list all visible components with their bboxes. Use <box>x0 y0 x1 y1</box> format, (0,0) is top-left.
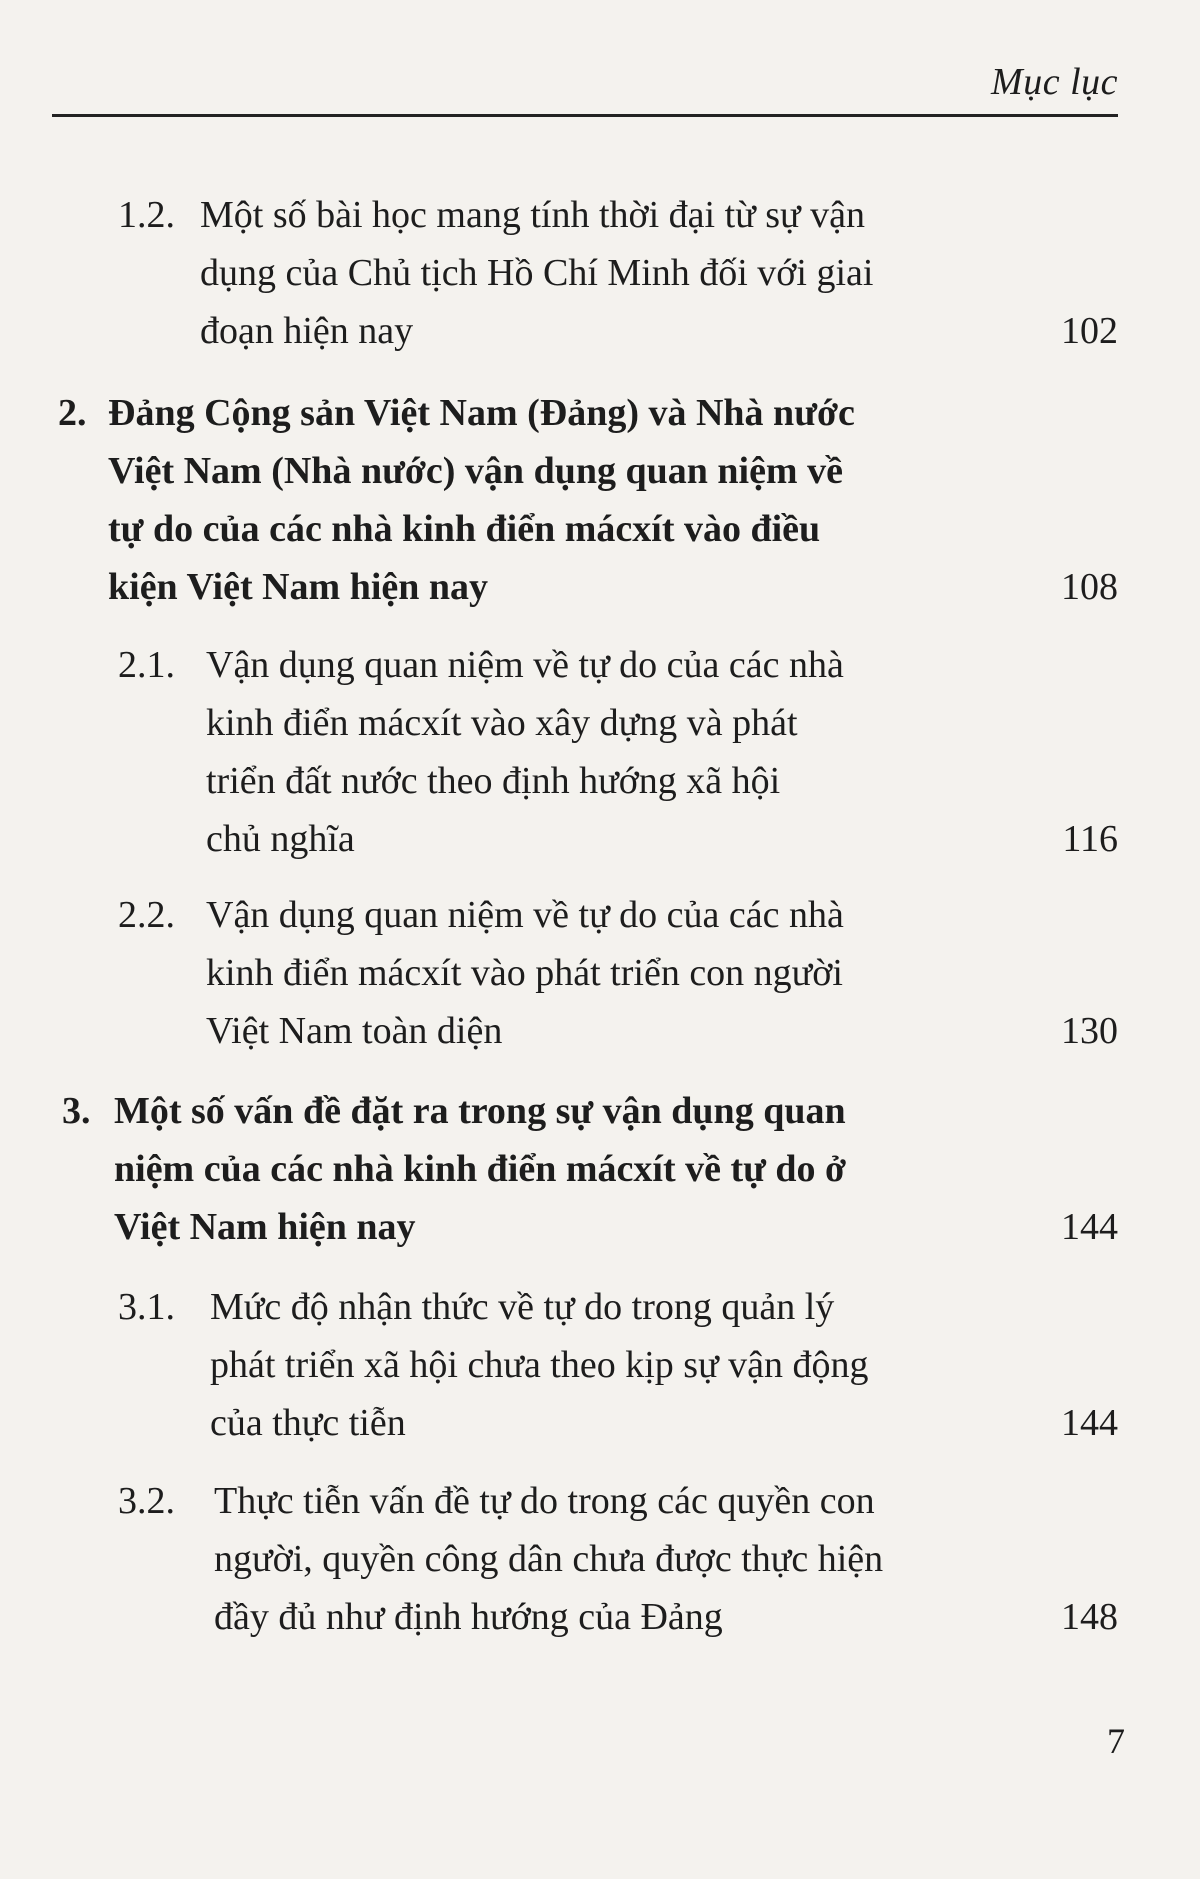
toc-entry-line: Vận dụng quan niệm về tự do của các nhà <box>206 644 844 686</box>
page-number: 7 <box>1107 1721 1125 1761</box>
toc-entry-line: Việt Nam hiện nay <box>114 1206 416 1248</box>
toc-entry-line: chủ nghĩa <box>206 818 355 860</box>
toc-entry-line: dụng của Chủ tịch Hồ Chí Minh đối với giai <box>200 252 874 294</box>
toc-entry-2 <box>58 384 1118 616</box>
toc-entry-2-1 <box>118 636 1118 868</box>
toc-entry-2-2 <box>118 886 1118 1060</box>
running-header: Mục lục <box>991 61 1118 103</box>
toc-entry-line: người, quyền công dân chưa được thực hiện <box>214 1538 884 1580</box>
toc-entry-line: niệm của các nhà kinh điển mácxít về tự do ở <box>114 1148 847 1190</box>
toc-entry-line: Việt Nam (Nhà nước) vận dụng quan niệm về <box>108 450 843 492</box>
toc-entry-line: kinh điển mácxít vào phát triển con người <box>206 952 843 994</box>
toc-entry-line: của thực tiễn <box>210 1402 406 1444</box>
toc-entry-3 <box>62 1082 1118 1256</box>
toc-entry-line: Việt Nam toàn diện <box>206 1010 503 1052</box>
toc-entry-number: 3.2. <box>118 1480 175 1522</box>
toc-entry-line: đoạn hiện nay <box>200 310 414 352</box>
toc-entry-number: 3.1. <box>118 1286 175 1328</box>
toc-entry-line: kiện Việt Nam hiện nay <box>108 566 489 608</box>
toc-entry-line: Một số vấn đề đặt ra trong sự vận dụng quan <box>114 1090 846 1132</box>
toc-entry-page: 144 <box>1061 1402 1118 1444</box>
toc-entry-line: Một số bài học mang tính thời đại từ sự vận <box>200 194 865 236</box>
toc-entry-page: 148 <box>1061 1596 1118 1638</box>
toc-entry-3-1 <box>118 1278 1118 1452</box>
toc-entry-page: 102 <box>1061 310 1118 352</box>
toc-entry-line: kinh điển mácxít vào xây dựng và phát <box>206 702 798 744</box>
toc-entry-number: 2.2. <box>118 894 175 936</box>
toc-entry-page: 116 <box>1062 818 1118 860</box>
toc-entry-number: 2. <box>58 392 87 434</box>
toc-entry-line: phát triển xã hội chưa theo kịp sự vận động <box>210 1344 869 1386</box>
toc-entry-1-2 <box>118 186 1118 360</box>
toc-entry-line: đầy đủ như định hướng của Đảng <box>214 1596 723 1638</box>
toc-entry-line: Đảng Cộng sản Việt Nam (Đảng) và Nhà nước <box>108 392 855 434</box>
toc-entry-page: 130 <box>1061 1010 1118 1052</box>
toc-entry-number: 1.2. <box>118 194 175 236</box>
toc-entry-number: 2.1. <box>118 644 175 686</box>
toc-entry-page: 144 <box>1061 1206 1118 1248</box>
toc-entry-line: triển đất nước theo định hướng xã hội <box>206 760 781 802</box>
toc-entry-line: Mức độ nhận thức về tự do trong quản lý <box>210 1286 835 1328</box>
toc-entry-number: 3. <box>62 1090 91 1132</box>
toc-entry-page: 108 <box>1061 566 1118 608</box>
toc-entry-3-2 <box>118 1472 1118 1646</box>
toc-entry-line: tự do của các nhà kinh điển mácxít vào điều <box>108 508 821 550</box>
toc-entry-line: Vận dụng quan niệm về tự do của các nhà <box>206 894 844 936</box>
toc-entry-line: Thực tiễn vấn đề tự do trong các quyền con <box>214 1480 875 1522</box>
header-rule <box>52 114 1118 117</box>
